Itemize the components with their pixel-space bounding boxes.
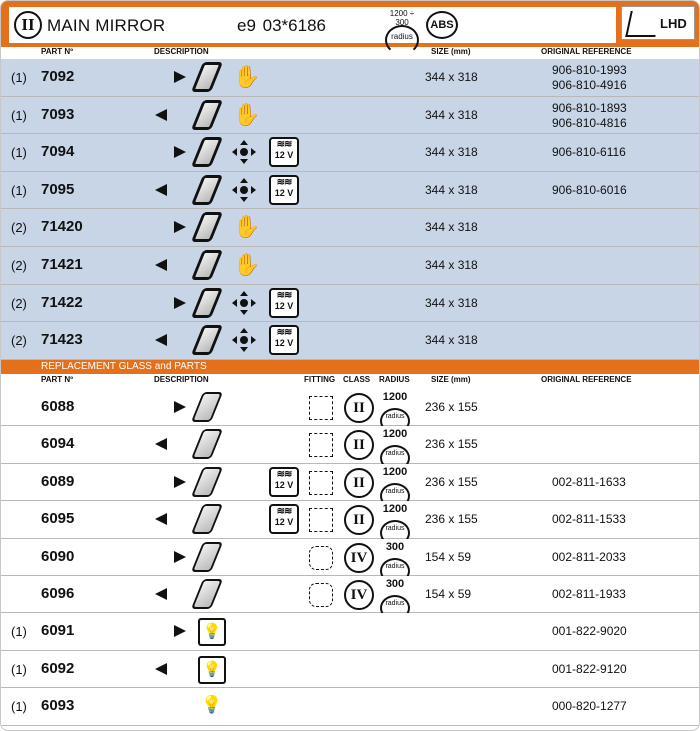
heated-12v-icon [269, 467, 299, 497]
col-fitting-header: FITTING [304, 375, 336, 384]
mirror-glass-icon [191, 504, 223, 534]
heat-waves-icon: ≋≋ [276, 139, 292, 151]
voltage-label: 12 V [274, 300, 294, 311]
size-value: 236 x 155 [425, 437, 478, 452]
radius-badge [378, 466, 412, 500]
radius-bottom: 300 [395, 18, 409, 27]
radius-word: radius [391, 32, 413, 41]
radius-word: radius [385, 600, 405, 607]
mirror-glass-icon [191, 325, 223, 355]
lhd-label: LHD [660, 16, 687, 31]
original-reference: 001-822-9020 [552, 624, 627, 639]
lhd-badge [621, 6, 695, 40]
size-value: 344 x 318 [425, 333, 478, 348]
table-row [1, 576, 700, 613]
part-number: 71421 [41, 256, 83, 273]
part-number: 71420 [41, 218, 83, 236]
bulb-icon: 💡 [198, 618, 226, 646]
original-reference: 002-811-1633 [552, 474, 626, 489]
row-quantity: (1) [11, 70, 27, 85]
header-title-box [9, 7, 616, 43]
table-row [1, 389, 700, 426]
voltage-label: 12 V [274, 479, 294, 490]
fitting-icon [309, 471, 333, 495]
reference-line: 906-810-6016 [552, 182, 627, 197]
table-row [1, 688, 700, 725]
size-value: 344 x 318 [425, 182, 478, 197]
section-header: REPLACEMENT GLASS and PARTS [1, 360, 700, 374]
original-reference: 001-822-9120 [552, 661, 627, 676]
arrow-right-icon [174, 71, 186, 83]
mirror-glass-icon [191, 392, 223, 422]
arrow-right-icon [174, 401, 186, 413]
row-quantity: (2) [11, 258, 27, 273]
manual-adjust-icon: ✋ [233, 101, 261, 127]
part-number: 7095 [41, 180, 75, 198]
col-reference-header: ORIGINAL REFERENCE [541, 47, 632, 56]
manual-adjust-icon: ✋ [233, 64, 261, 89]
table-row [1, 501, 700, 538]
heat-waves-icon: ≋≋ [276, 176, 292, 188]
arrow-right-icon [174, 221, 186, 233]
electric-adjust-icon [231, 139, 257, 165]
row-quantity: (2) [11, 333, 27, 349]
radius-word: radius [385, 413, 405, 420]
mirror-glass-icon [191, 579, 223, 609]
radius-word: radius [385, 487, 405, 495]
radius-value: 1200 [382, 391, 408, 403]
reference-line: 906-810-6116 [552, 145, 626, 160]
part-number: 6090 [41, 547, 75, 565]
electric-adjust-icon [231, 177, 257, 203]
arrow-left-icon [155, 184, 167, 196]
heated-12v-icon [269, 137, 299, 167]
col-size-header: SIZE (mm) [431, 47, 471, 56]
row-quantity: (2) [11, 220, 27, 236]
reference-line: 906-810-4916 [552, 78, 627, 92]
mirror-glass-icon [191, 175, 223, 205]
arrow-left-icon [155, 259, 167, 271]
mirror-glass-icon [191, 62, 223, 92]
part-number: 7093 [41, 105, 75, 123]
part-number: 6092 [41, 659, 75, 677]
part-number: 6088 [41, 398, 75, 415]
part-number: 6094 [41, 435, 75, 453]
table-row [1, 613, 700, 650]
col-class-header: CLASS [343, 375, 371, 384]
voltage-label: 12 V [274, 150, 294, 161]
col-description-header: DESCRIPTION [154, 47, 209, 56]
part-number: 6095 [41, 510, 75, 528]
row-quantity: (1) [11, 107, 27, 123]
heat-waves-icon: ≋≋ [276, 506, 292, 518]
mirror-glass-icon [191, 429, 223, 459]
radius-value: 300 [385, 540, 405, 553]
arrow-left-icon [155, 109, 167, 121]
table-row [1, 134, 700, 172]
part-number: 71422 [41, 293, 83, 311]
size-value: 344 x 318 [425, 107, 478, 122]
heated-12v-icon [269, 325, 299, 355]
col-size-header-2: SIZE (mm) [431, 375, 471, 384]
size-value: 344 x 318 [425, 258, 478, 272]
part-number: 6093 [41, 697, 75, 715]
arrow-right-icon [174, 625, 186, 637]
original-reference: 002-811-1533 [552, 512, 626, 527]
original-reference: 002-811-2033 [552, 549, 626, 564]
class-badge: II [344, 505, 374, 535]
arrow-left-icon [155, 513, 167, 525]
part-number: 6091 [41, 622, 75, 640]
table-row [1, 97, 700, 135]
row-quantity: (1) [11, 145, 27, 161]
col-reference-header-2: ORIGINAL REFERENCE [541, 375, 632, 384]
arrow-right-icon [174, 476, 186, 488]
heat-waves-icon: ≋≋ [276, 327, 292, 339]
col-description-header-2: DESCRIPTION [154, 375, 209, 384]
radius-word: radius [385, 562, 405, 570]
original-reference: 000-820-1277 [552, 699, 627, 714]
class-badge: II [14, 11, 42, 39]
page-title: MAIN MIRROR [47, 16, 166, 35]
table-row [1, 209, 700, 247]
radius-badge [378, 391, 412, 425]
row-quantity: (1) [11, 182, 27, 198]
table-row [1, 59, 700, 97]
arrow-right-icon [174, 551, 186, 563]
radius-badge [378, 578, 412, 612]
radius-badge [378, 428, 412, 462]
mirror-glass-icon [191, 212, 223, 242]
fitting-icon [309, 546, 333, 570]
size-value: 344 x 318 [425, 295, 478, 310]
mirror-glass-icon [191, 467, 223, 497]
size-value: 236 x 155 [425, 474, 478, 489]
heat-waves-icon: ≋≋ [276, 289, 292, 301]
col-radius-header: RADIUS [379, 375, 410, 384]
radius-value: 1200 [382, 428, 408, 441]
header-bar [1, 1, 700, 47]
fitting-icon [309, 433, 333, 457]
arrow-right-icon [174, 297, 186, 309]
voltage-label: 12 V [274, 338, 294, 349]
size-value: 154 x 59 [425, 587, 472, 601]
class-badge: IV [344, 580, 374, 610]
radius-badge [378, 503, 412, 537]
heated-12v-icon [269, 504, 299, 534]
heat-waves-icon: ≋≋ [276, 468, 292, 480]
size-value: 344 x 318 [425, 145, 478, 160]
bulb-icon: 💡 [198, 693, 226, 721]
abs-badge: ABS [426, 11, 458, 39]
original-reference [552, 183, 627, 198]
mirror-glass-icon [191, 288, 223, 318]
class-badge: II [344, 468, 374, 498]
part-number: 6089 [41, 472, 75, 490]
row-quantity: (1) [11, 624, 27, 640]
mirror-glass-icon [191, 542, 223, 572]
original-reference: 002-811-1933 [552, 587, 626, 601]
part-number: 7094 [41, 143, 75, 161]
reference-line: 906-810-1893 [552, 100, 627, 115]
row-quantity: (1) [11, 699, 27, 715]
fitting-icon [309, 508, 333, 532]
table-row [1, 464, 700, 501]
radius-value: 1200 [382, 503, 408, 516]
table-row [1, 247, 700, 285]
radius-badge [382, 9, 422, 41]
table-row [1, 172, 700, 210]
radius-badge [378, 541, 412, 575]
size-value: 344 x 318 [425, 220, 478, 235]
size-value: 154 x 59 [425, 549, 472, 564]
reference-line: 906-810-4816 [552, 115, 627, 130]
mirror-glass-icon [191, 100, 223, 130]
steering-icon [625, 11, 661, 37]
mirror-glass-icon [191, 250, 223, 280]
part-number: 7092 [41, 68, 75, 85]
table-row [1, 539, 700, 576]
radius-top: 1200 ÷ [389, 9, 415, 18]
reference-line: 906-810-1993 [552, 63, 627, 77]
size-value: 344 x 318 [425, 70, 478, 84]
voltage-label: 12 V [274, 517, 294, 528]
col-part-header-2: PART Nº [41, 375, 74, 384]
heated-12v-icon [269, 175, 299, 205]
arrow-left-icon [155, 334, 167, 346]
arrow-right-icon [174, 146, 186, 158]
original-reference [552, 101, 627, 131]
table-row [1, 285, 700, 323]
manual-adjust-icon: ✋ [233, 214, 261, 240]
original-reference [552, 63, 627, 93]
table-row [1, 426, 700, 463]
class-badge: IV [344, 543, 374, 573]
electric-adjust-icon [231, 290, 257, 316]
size-value: 236 x 155 [425, 400, 478, 414]
arrow-left-icon [155, 663, 167, 675]
heated-12v-icon [269, 288, 299, 318]
voltage-label: 12 V [274, 187, 294, 198]
arrow-left-icon [155, 438, 167, 450]
bulb-icon: 💡 [198, 656, 226, 684]
homologation-number: e9 03*6186 [237, 16, 326, 35]
col-part-header: PART Nº [41, 47, 74, 56]
radius-word: radius [385, 525, 405, 533]
row-quantity: (1) [11, 661, 27, 677]
radius-word: radius [385, 450, 405, 458]
row-quantity: (2) [11, 295, 27, 311]
table-row [1, 322, 700, 360]
fitting-icon [309, 583, 333, 607]
part-number: 6096 [41, 585, 75, 602]
size-value: 236 x 155 [425, 512, 478, 527]
manual-adjust-icon: ✋ [233, 252, 261, 277]
electric-adjust-icon [231, 327, 257, 353]
table-row [1, 651, 700, 688]
mirror-glass-icon [191, 137, 223, 167]
original-reference [552, 145, 626, 160]
class-badge: II [344, 430, 374, 460]
class-badge: II [344, 393, 374, 423]
part-number: 71423 [41, 331, 83, 349]
radius-value: 300 [385, 578, 405, 590]
arrow-left-icon [155, 588, 167, 600]
fitting-icon [309, 396, 333, 420]
radius-value: 1200 [382, 465, 408, 478]
